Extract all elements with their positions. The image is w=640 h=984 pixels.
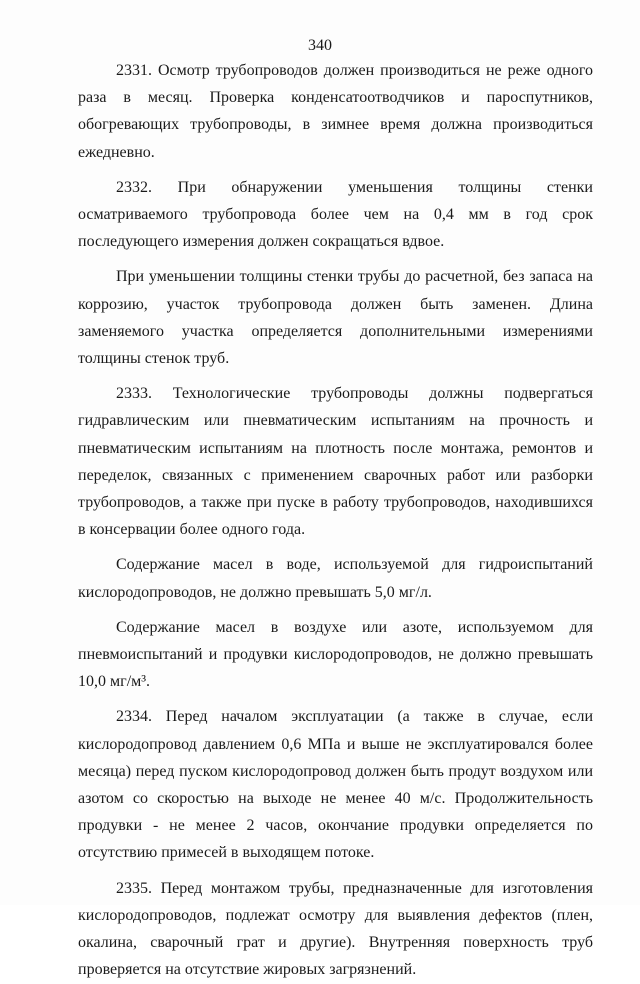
paragraph-2332-continued: При уменьшении толщины стенки трубы до расчетной, без запаса на коррозию, участок трубопровода должен быть заменен. Длина заменяемого участка определяется дополнительными измерениями толщины стенок труб.	[78, 268, 593, 368]
page-number: 340	[308, 37, 332, 54]
paragraph-2332: 2332. При обнаружении уменьшения толщины стенки осматриваемого трубопровода более чем на 0,4 мм в год срок последующего измерения должен сокращаться вдвое.	[78, 178, 593, 251]
paragraph-2333: 2333. Технологические трубопроводы должны подвергаться гидравлическим или пневматическим испытаниям на прочность и пневматическим испытаниям на плотность после монтажа, ремонтов и переделок, связанных с применением сварочных работ или разборки трубопроводов, а также при пуске в работу трубопроводов, находившихся в консервации более одного года.	[78, 385, 593, 539]
paragraph-2333-water-oil: Содержание масел в воде, используемой для гидроиспытаний кислородопроводов, не должно превышать 5,0 мг/л.	[78, 556, 593, 601]
paragraph-2334: 2334. Перед началом эксплуатации (а также в случае, если кислородопровод давлением 0,6 МПа и выше не эксплуатировался более месяца) перед пуском кислородопровод должен быть продут воздухом или азотом со скоростью на выходе не менее 40 м/с. Продолжительность продувки - не менее 2 часов, окончание продувки определяется по отсутствию примесей в выходящем потоке.	[78, 708, 593, 862]
paragraph-2333-air-oil: Содержание масел в воздухе или азоте, используемом для пневмоиспытаний и продувки кислородопроводов, не должно превышать 10,0 мг/м³.	[78, 618, 593, 691]
paragraph-2331: 2331. Осмотр трубопроводов должен производиться не реже одного раза в месяц. Проверка конденсатоотводчиков и пароспутников, обогревающих трубопроводы, в зимнее время должна производиться ежедневно.	[78, 62, 593, 161]
document-body	[78, 57, 593, 984]
paragraph-2335: 2335. Перед монтажом трубы, предназначенные для изготовления кислородопроводов, подлежат осмотру для выявления дефектов (плен, окалина, сварочный грат и другие). Внутренняя поверхность труб проверяется на отсутствие жировых загрязнений.	[78, 879, 593, 979]
